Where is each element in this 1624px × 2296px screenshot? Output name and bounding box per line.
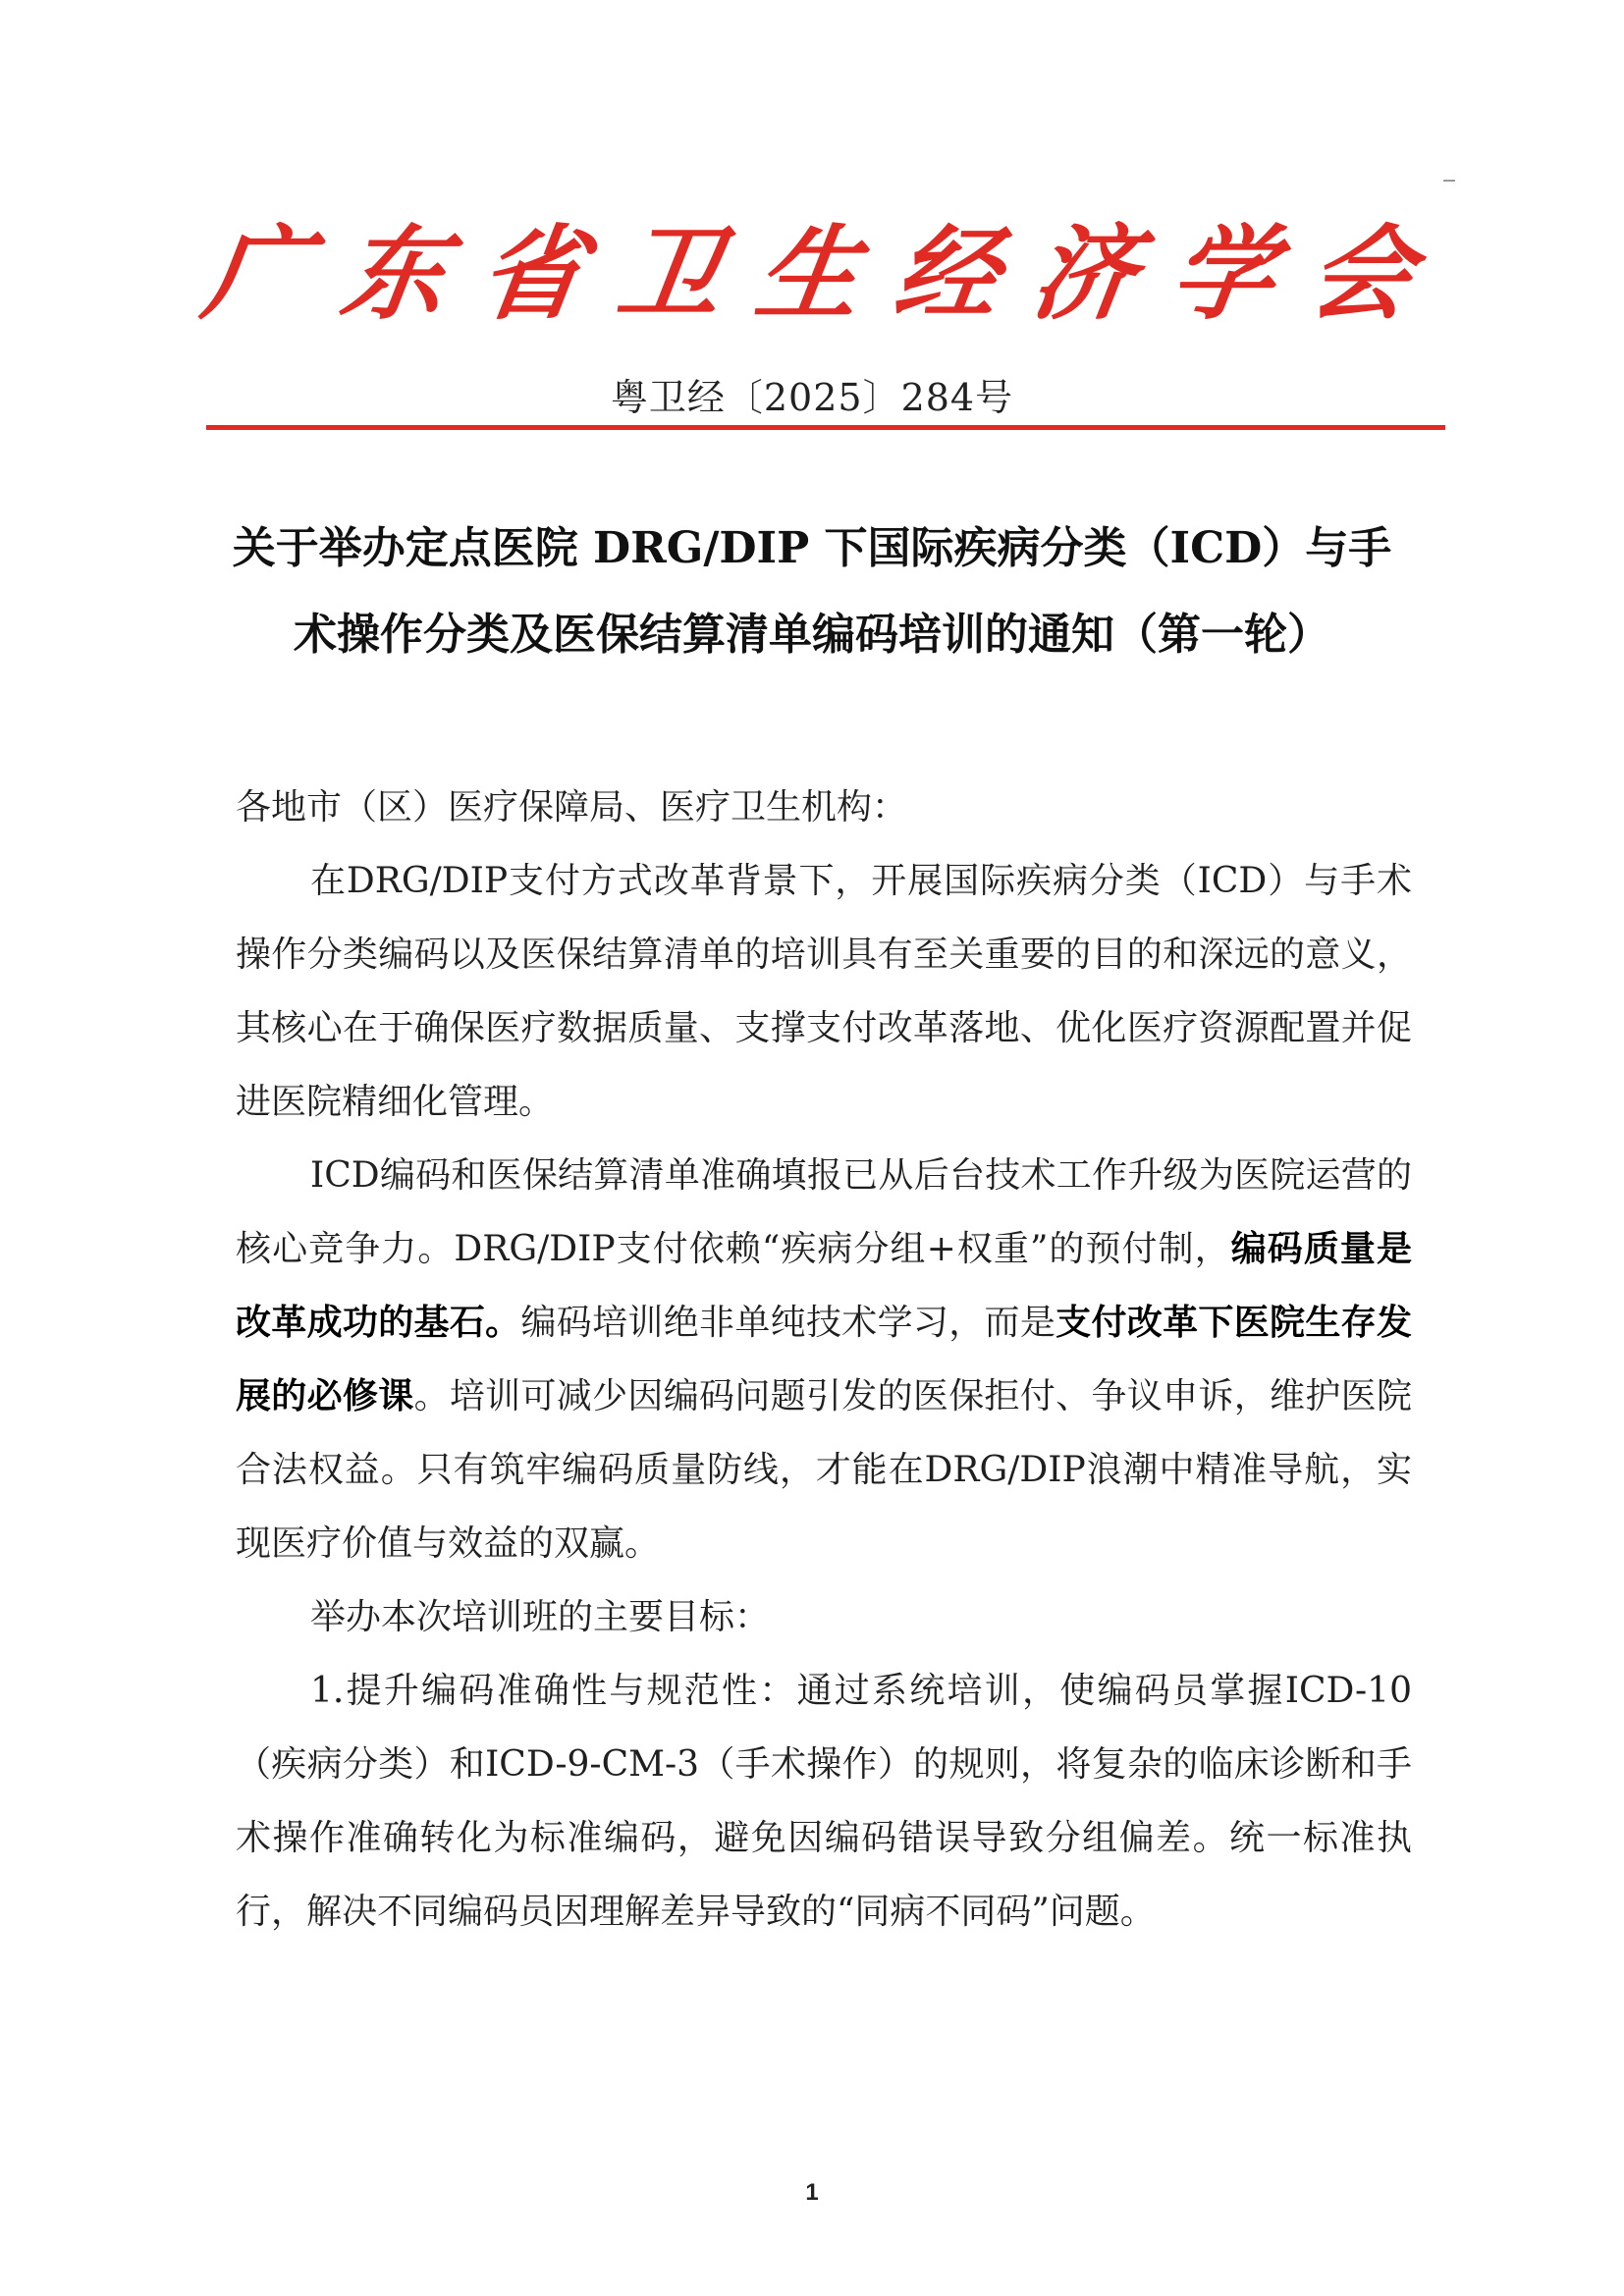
- text-run: 编码培训绝非单纯技术学习，而是: [520, 1303, 1056, 1343]
- page-number: 1: [805, 2179, 819, 2206]
- bold-text-run: 支付改革下医院生存发展的必修课: [236, 1302, 1412, 1416]
- paragraph: 举办本次培训班的主要目标：: [310, 1597, 771, 1637]
- letterhead-char: 省: [472, 213, 592, 334]
- letterhead-char: 广: [196, 213, 316, 334]
- text-run: ICD编码和医保结算清单准确填报已从后台技术工作升级为医院运营的核心竞争力。DRG/DIP支付依赖“疾病分组+权重”的预付制，: [236, 1155, 1412, 1269]
- paragraph: 1.提升编码准确性与规范性：通过系统培训，使编码员掌握ICD-10（疾病分类）和ICD-9-CM-3（手术操作）的规则，将复杂的临床诊断和手术操作准确转化为标准编码，避免因编码错误导致分组偏差。统一标准执行，解决不同编码员因理解差异导致的“同病不同码”问题。: [236, 1671, 1412, 1932]
- document-number: 粤卫经〔2025〕284号: [610, 376, 1014, 419]
- letterhead-char: 学: [1164, 213, 1283, 334]
- org-letterhead-title: [196, 201, 1422, 334]
- notice-title: [206, 506, 1418, 678]
- red-divider: [206, 425, 1445, 430]
- paragraph: 在DRG/DIP支付方式改革背景下，开展国际疾病分类（ICD）与手术操作分类编码以及医保结算清单的培训具有至关重要的目的和深远的意义，其核心在于确保医疗数据质量、支撑支付改革落地、优化医疗资源配置并促进医院精细化管理。: [236, 861, 1412, 1122]
- letterhead-char: 会: [1302, 213, 1422, 334]
- text-run: 。培训可减少因编码问题引发的医保拒付、争议申诉，维护医院合法权益。只有筑牢编码质量防线，才能在DRG/DIP浪潮中精准导航，实现医疗价值与效益的双赢。: [236, 1376, 1412, 1564]
- paragraph: [236, 1139, 1412, 1580]
- notice-title-line: 术操作分类及医保结算清单编码培训的通知（第一轮）: [294, 610, 1330, 660]
- corner-mark: [1443, 180, 1455, 182]
- document-body: [236, 771, 1412, 1949]
- letterhead-char: 经: [887, 213, 1007, 334]
- letterhead-char: 东: [334, 213, 455, 334]
- notice-title-line: 关于举办定点医院 DRG/DIP 下国际疾病分类（ICD）与手: [232, 523, 1392, 573]
- salutation: 各地市（区）医疗保障局、医疗卫生机构：: [236, 787, 908, 828]
- letterhead-char: 济: [1025, 213, 1145, 334]
- letterhead-char: 卫: [611, 213, 731, 334]
- bold-text-run: 编码质量是改革成功的基石。: [236, 1228, 1412, 1343]
- letterhead-char: 生: [749, 213, 869, 334]
